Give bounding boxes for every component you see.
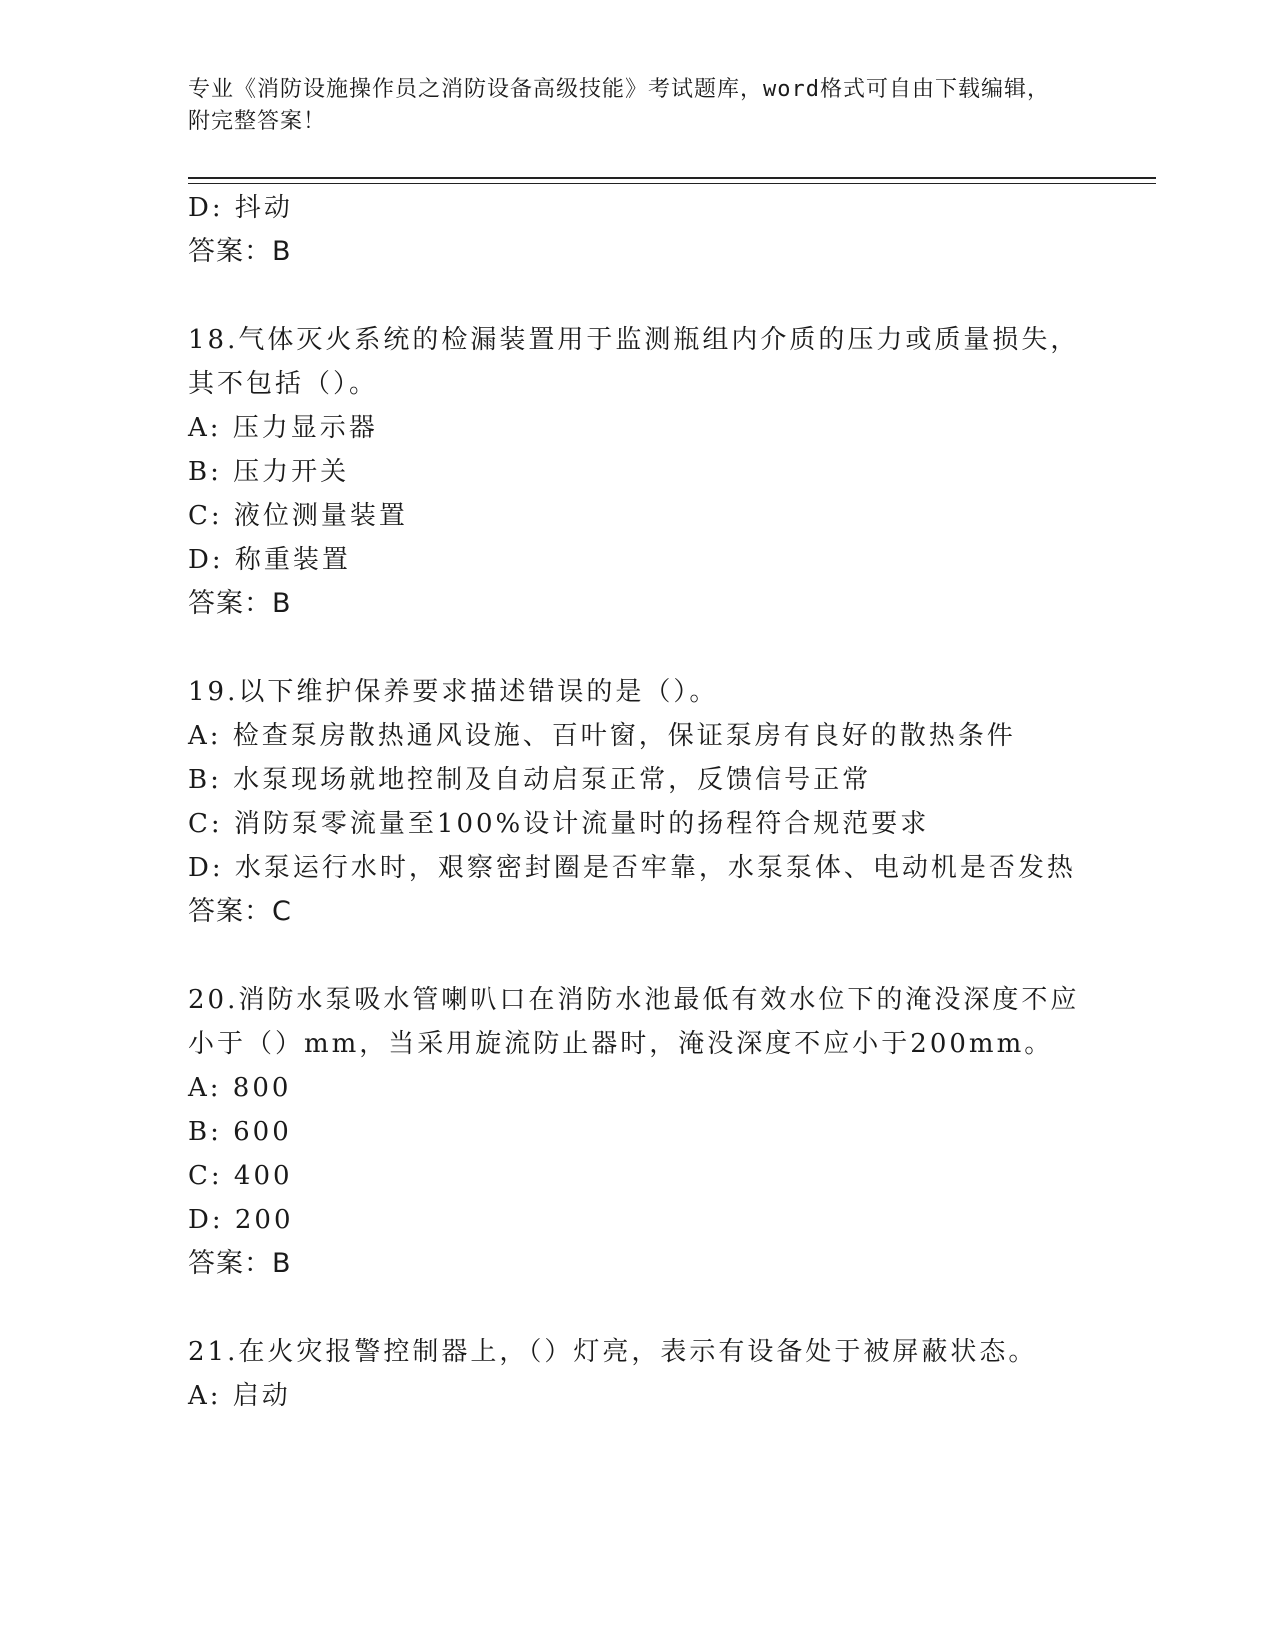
- q20-option-d: D: 200: [188, 1205, 294, 1235]
- q19-option-b: B: 水泵现场就地控制及自动启泵正常，反馈信号正常: [188, 765, 872, 795]
- q20-stem-line2: 小于（）mm，当采用旋流防止器时，淹没深度不应小于200mm。: [188, 1029, 1054, 1059]
- q18-stem-line2: 其不包括（）。: [188, 369, 379, 399]
- q20-option-c: C: 400: [188, 1161, 293, 1191]
- q20-option-a: A: 800: [188, 1073, 292, 1103]
- q19-option-c: C: 消防泵零流量至100%设计流量时的扬程符合规范要求: [188, 809, 930, 839]
- q19-stem: 19.以下维护保养要求描述错误的是（）。: [188, 677, 719, 707]
- q19-answer: 答案：C: [188, 896, 292, 927]
- q19-option-d: D: 水泵运行水时，艰察密封圈是否牢靠，水泵泵体、电动机是否发热: [188, 853, 1076, 883]
- q18-option-a: A: 压力显示器: [188, 413, 378, 443]
- q20-stem-line1: 20.消防水泵吸水管喇叭口在消防水池最低有效水位下的淹没深度不应: [188, 985, 1080, 1015]
- prev-answer: 答案：B: [188, 236, 292, 267]
- q18-option-b: B: 压力开关: [188, 457, 350, 487]
- q20-option-b: B: 600: [188, 1117, 292, 1147]
- q18-answer: 答案：B: [188, 588, 292, 619]
- document-header: 专业《消防设施操作员之消防设备高级技能》考试题库，word格式可自由下载编辑，附完整答案！: [188, 77, 1050, 134]
- q19-option-a: A: 检查泵房散热通风设施、百叶窗，保证泵房有良好的散热条件: [188, 721, 1016, 751]
- q18-option-c: C: 液位测量装置: [188, 501, 408, 531]
- prev-option-d: D: 抖动: [188, 193, 293, 223]
- q21-option-a: A: 启动: [188, 1381, 291, 1411]
- header-rule-thin: [188, 183, 1156, 184]
- q20-answer: 答案：B: [188, 1248, 292, 1279]
- q18-option-d: D: 称重装置: [188, 545, 351, 575]
- q18-stem-line1: 18.气体灭火系统的检漏装置用于监测瓶组内介质的压力或质量损失，: [188, 325, 1080, 355]
- header-rule-thick: [188, 177, 1156, 179]
- q21-stem: 21.在火灾报警控制器上，（）灯亮，表示有设备处于被屏蔽状态。: [188, 1337, 1038, 1367]
